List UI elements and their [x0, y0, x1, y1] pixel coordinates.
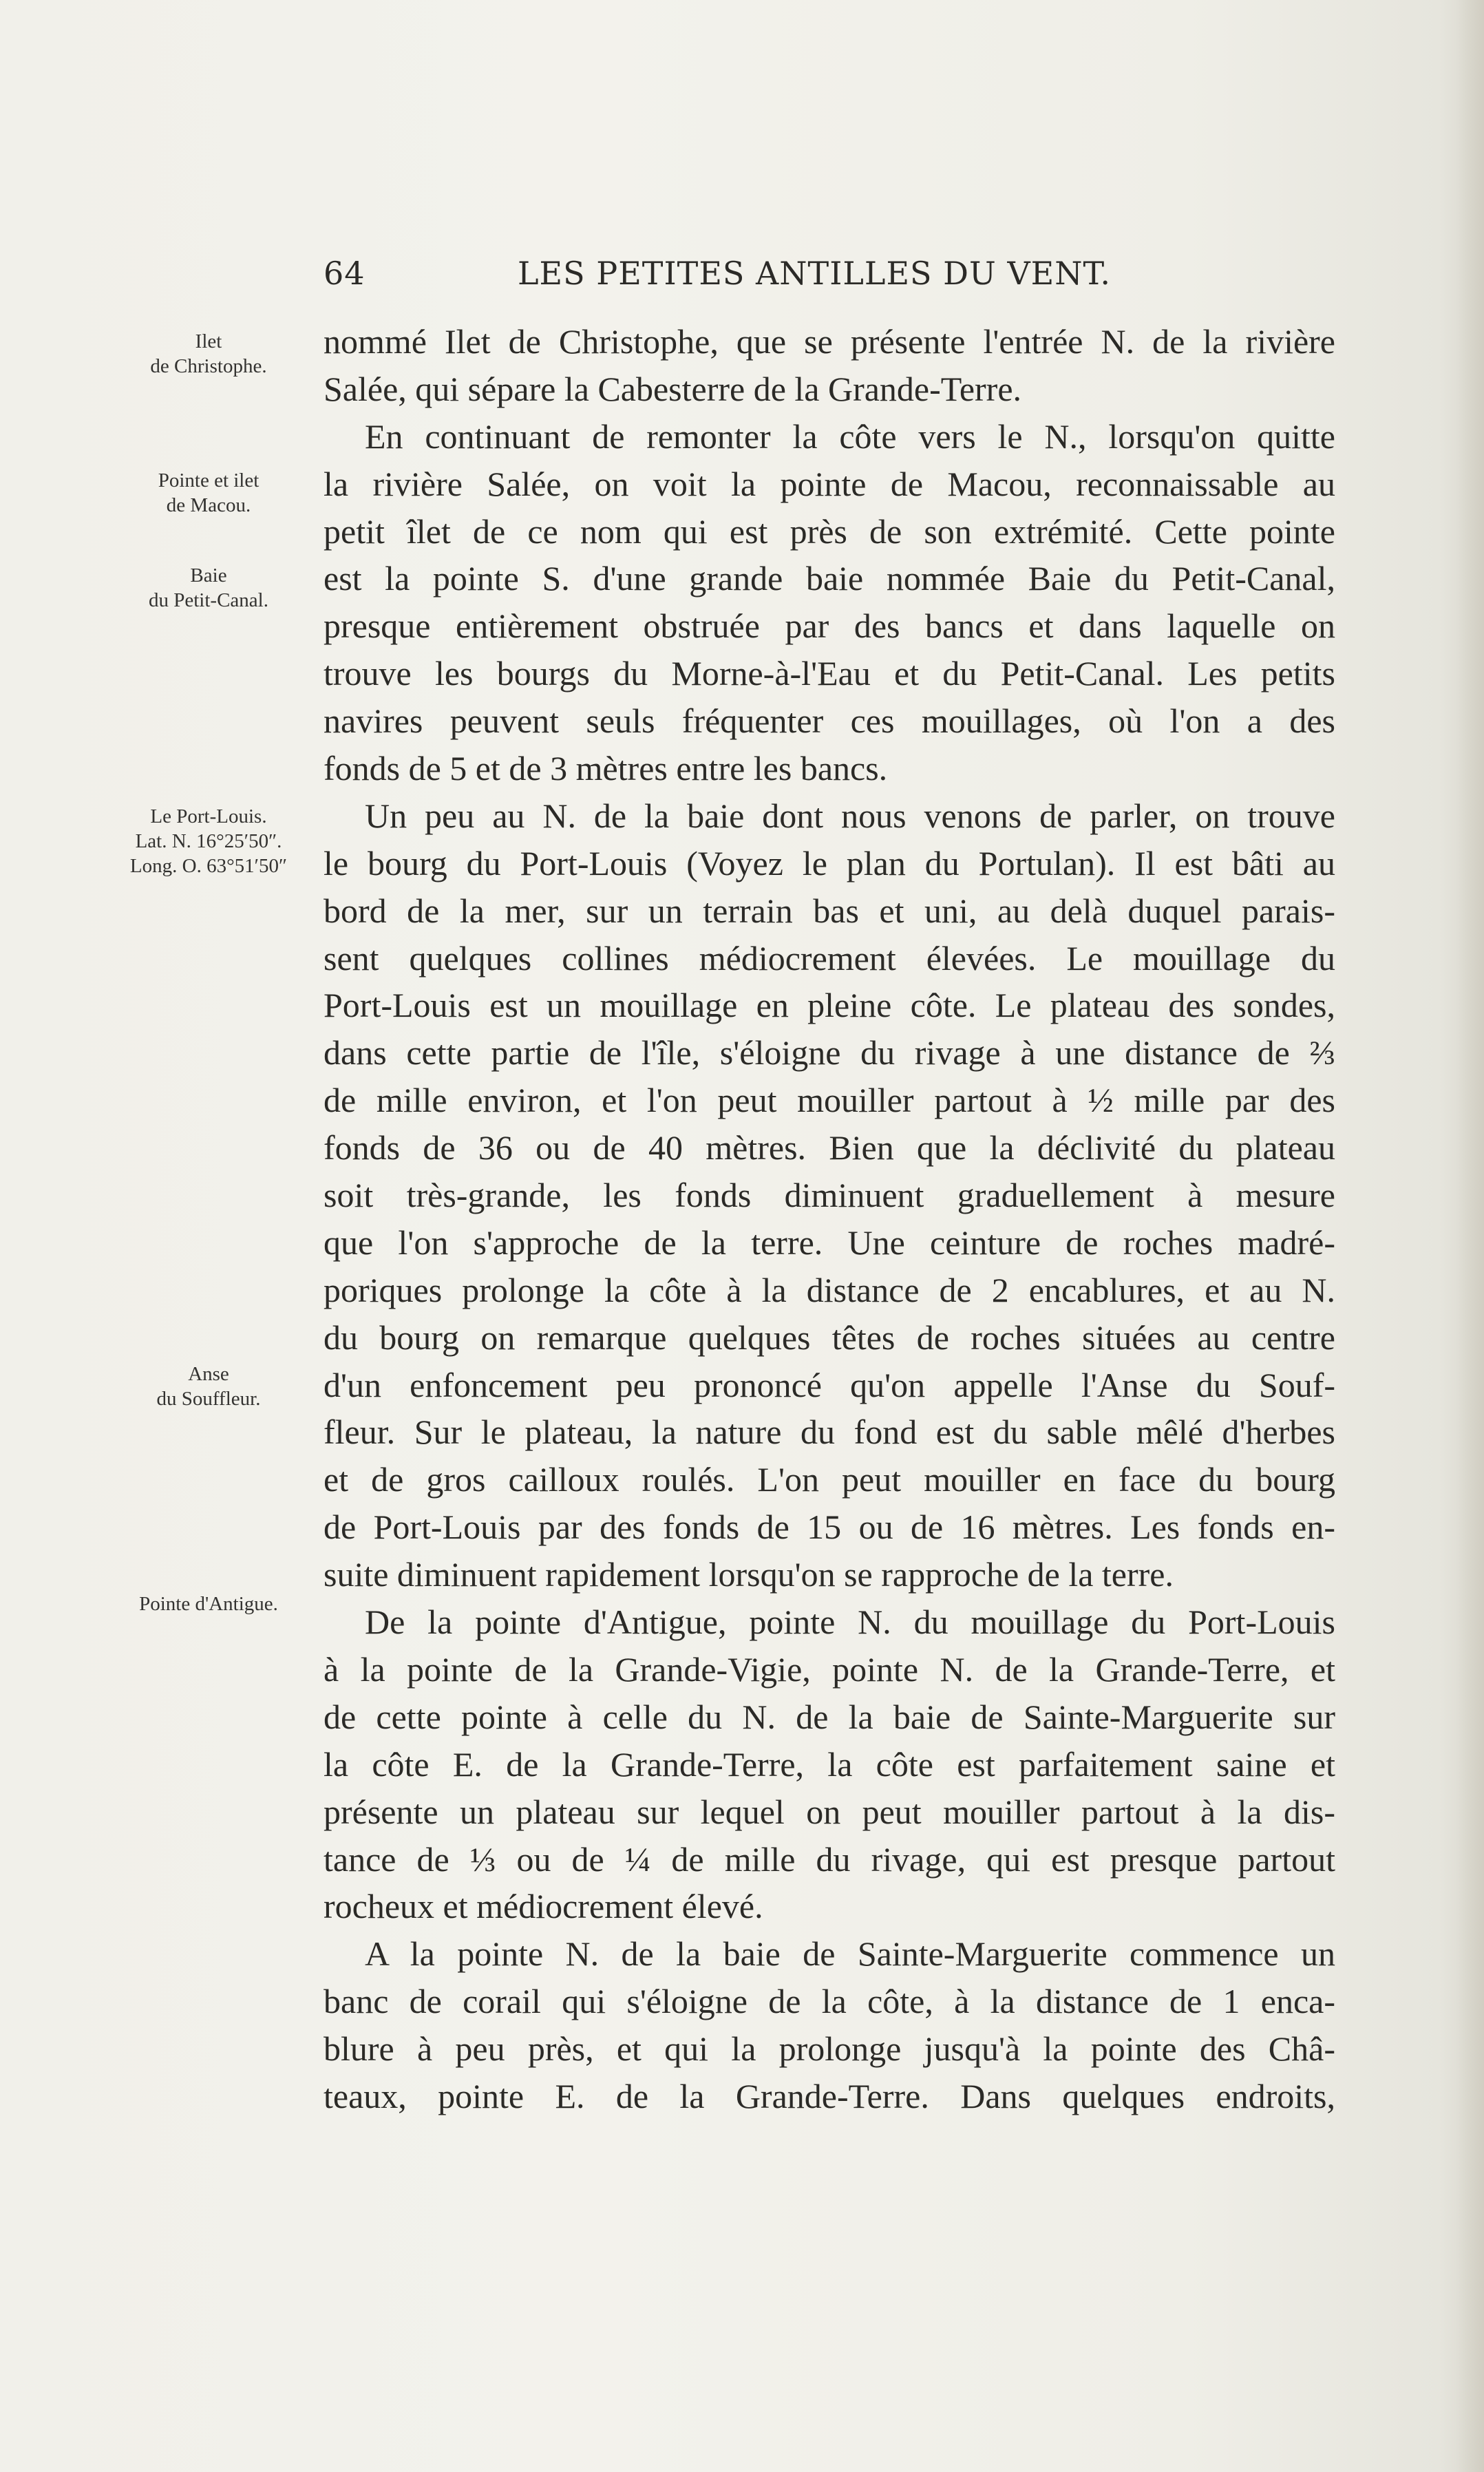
text-line: banc de corail qui s'éloigne de la côte, à la distance de 1 enca-	[324, 1982, 1335, 2021]
margin-note-line: du Petit-Canal.	[149, 589, 268, 611]
margin-note-baie-petit-canal	[95, 563, 322, 613]
text-line: et de gros cailloux roulés. L'on peut mouiller en face du bourg	[324, 1460, 1335, 1499]
text-line: navires peuvent seuls fréquenter ces mouillages, où l'on a des	[324, 701, 1335, 741]
text-line: de mille environ, et l'on peut mouiller partout à ½ mille par des	[324, 1081, 1335, 1120]
text-line: bord de la mer, sur un terrain bas et uni, au delà duquel parais-	[324, 891, 1335, 930]
text-line: Port-Louis est un mouillage en pleine côte. Le plateau des sondes,	[324, 986, 1335, 1025]
text-line: d'un enfoncement peu prononcé qu'on appelle l'Anse du Souf-	[324, 1365, 1335, 1404]
text-line: tance de ⅓ ou de ¼ de mille du rivage, qui est presque partout	[324, 1839, 1335, 1879]
text-line: suite diminuent rapidement lorsqu'on se rapproche de la terre.	[324, 1555, 1174, 1594]
margin-note-anse-souffleur	[95, 1362, 322, 1411]
text-line: soit très-grande, les fonds diminuent graduellement à mesure	[324, 1176, 1335, 1215]
text-line: rocheux et médiocrement élevé.	[324, 1887, 763, 1926]
text-line: blure à peu près, et qui la prolonge jusqu'à la pointe des Châ-	[324, 2029, 1335, 2069]
text-line: poriques prolonge la côte à la distance de 2 encablures, et au N.	[324, 1270, 1335, 1309]
text-line: teaux, pointe E. de la Grande-Terre. Dans quelques endroits,	[324, 2076, 1335, 2115]
text-line: du bourg on remarque quelques têtes de roches situées au centre	[324, 1318, 1335, 1357]
page-header	[324, 255, 1335, 310]
text-line: sent quelques collines médiocrement élevées. Le mouillage du	[324, 938, 1335, 978]
margin-note-line: Lat. N. 16°25′50″.	[135, 830, 282, 852]
text-line: fonds de 5 et de 3 mètres entre les bancs.	[324, 749, 888, 788]
margin-note-pointe-antigue	[95, 1592, 322, 1616]
text-line: le bourg du Port-Louis (Voyez le plan du Portulan). Il est bâti au	[324, 843, 1335, 883]
margin-note-ilet-christophe	[95, 329, 322, 379]
margin-note-line: Pointe et ilet	[158, 469, 259, 492]
text-line: trouve les bourgs du Morne-à-l'Eau et du Petit-Canal. Les petits	[324, 654, 1335, 693]
margin-note-line: de Christophe.	[150, 355, 267, 377]
text-line: A la pointe N. de la baie de Sainte-Marguerite commence un	[365, 1934, 1335, 1974]
body-text	[324, 318, 1335, 2120]
margin-note-port-louis	[95, 804, 322, 878]
text-line: dans cette partie de l'île, s'éloigne du rivage à une distance de ⅔	[324, 1033, 1335, 1073]
text-line: de Port-Louis par des fonds de 15 ou de 16 mètres. Les fonds en-	[324, 1508, 1335, 1547]
text-line: la côte E. de la Grande-Terre, la côte est parfaitement saine et	[324, 1744, 1335, 1784]
text-line: En continuant de remonter la côte vers le N., lorsqu'on quitte	[365, 416, 1335, 456]
margin-note-line: Ilet	[195, 330, 222, 352]
text-line: De la pointe d'Antigue, pointe N. du mouillage du Port-Louis	[365, 1603, 1335, 1642]
text-line: présente un plateau sur lequel on peut mouiller partout à la dis-	[324, 1792, 1335, 1831]
page-number: 64	[324, 255, 365, 292]
margin-note-line: Le Port-Louis.	[150, 805, 267, 827]
text-line: à la pointe de la Grande-Vigie, pointe N. de la Grande-Terre, et	[324, 1649, 1335, 1689]
text-line: petit îlet de ce nom qui est près de son extrémité. Cette pointe	[324, 511, 1335, 551]
margin-note-line: Pointe d'Antigue.	[139, 1593, 278, 1615]
text-line: que l'on s'approche de la terre. Une ceinture de roches madré-	[324, 1223, 1335, 1262]
margin-note-line: du Souffleur.	[156, 1388, 261, 1410]
text-line: fleur. Sur le plateau, la nature du fond est du sable mêlé d'herbes	[324, 1413, 1335, 1452]
running-title: LES PETITES ANTILLES DU VENT.	[518, 255, 1112, 292]
text-line: presque entièrement obstruée par des bancs et dans laquelle on	[324, 606, 1335, 646]
text-line: nommé Ilet de Christophe, que se présente l'entrée N. de la rivière	[324, 322, 1335, 361]
page-edge-shadow	[1456, 0, 1484, 2472]
text-line: Un peu au N. de la baie dont nous venons de parler, on trouve	[365, 796, 1335, 835]
text-line: de cette pointe à celle du N. de la baie de Sainte-Marguerite sur	[324, 1697, 1335, 1736]
margin-note-line: de Macou.	[166, 494, 251, 516]
text-line: Salée, qui sépare la Cabesterre de la Grande-Terre.	[324, 369, 1022, 408]
margin-note-line: Baie	[190, 564, 227, 587]
text-line: fonds de 36 ou de 40 mètres. Bien que la déclivité du plateau	[324, 1128, 1335, 1168]
margin-note-line: Anse	[188, 1363, 229, 1385]
text-line: est la pointe S. d'une grande baie nommée Baie du Petit-Canal,	[324, 559, 1335, 598]
margin-note-pointe-macou	[95, 468, 322, 518]
text-line: la rivière Salée, on voit la pointe de Macou, reconnaissable au	[324, 464, 1335, 503]
margin-note-line: Long. O. 63°51′50″	[129, 855, 288, 877]
